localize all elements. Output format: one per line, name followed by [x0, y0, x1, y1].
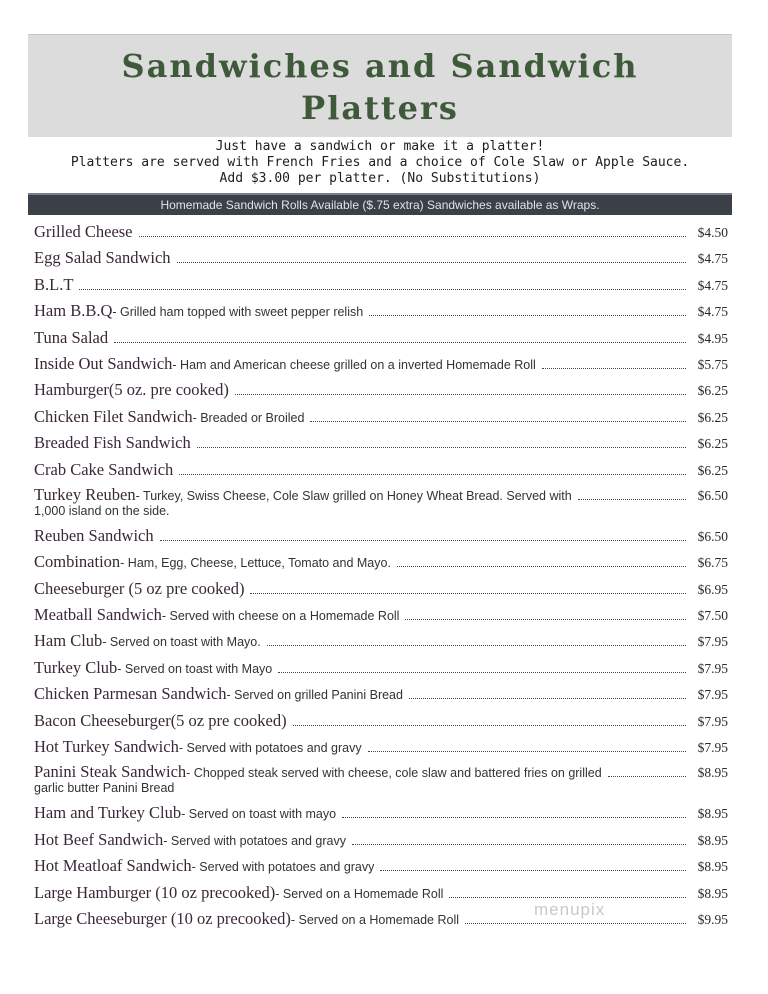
menu-item — [34, 433, 728, 459]
menu-item-text — [34, 222, 690, 242]
menu-item — [34, 486, 728, 526]
menu-item-description: - Breaded or Broiled — [192, 410, 305, 425]
dot-leader — [278, 672, 686, 673]
menu-item — [34, 526, 728, 552]
info-banner: Homemade Sandwich Rolls Available ($.75 extra) Sandwiches available as Wraps. — [28, 195, 732, 215]
menu-item-name: Ham Club — [34, 631, 103, 651]
dot-leader — [542, 368, 686, 369]
menu-item-name: Cheeseburger (5 oz pre cooked) — [34, 578, 245, 598]
dot-leader — [449, 897, 686, 898]
menu-item-price: $6.25 — [697, 409, 728, 425]
menu-item-name: Turkey Reuben — [34, 484, 136, 504]
menu-item-price: $4.50 — [697, 225, 728, 240]
menu-item-text — [34, 579, 690, 599]
dot-leader — [160, 540, 686, 541]
menu-item-text — [34, 248, 690, 268]
menu-item-price: $7.95 — [697, 687, 728, 703]
menu-item-text — [34, 605, 690, 625]
intro-line3: Add $3.00 per platter. (No Substitutions) — [219, 171, 541, 186]
menu-item-name: Combination — [34, 552, 121, 572]
menu-item-text — [34, 328, 690, 348]
menu-item-name: Tuna Salad — [34, 327, 109, 347]
menu-item-name: Ham and Turkey Club — [34, 803, 182, 823]
menu-item-price: $4.75 — [697, 277, 728, 293]
menu-item-name: Ham B.B.Q — [34, 301, 113, 321]
dot-leader — [368, 751, 686, 752]
dot-leader — [352, 844, 686, 845]
dot-leader — [310, 421, 686, 422]
menu-item-description: - Turkey, Swiss Cheese, Cole Slaw grilled on Honey Wheat Bread. Served with — [135, 488, 572, 503]
menu-item-name: Meatball Sandwich — [34, 605, 162, 625]
dot-leader — [79, 289, 686, 290]
dot-leader — [293, 725, 686, 726]
menu-item-text — [34, 711, 690, 731]
menu-item-text — [34, 762, 690, 796]
menu-item — [34, 354, 728, 380]
dot-leader — [267, 645, 686, 646]
dot-leader — [608, 776, 686, 777]
menu-item-price: $7.95 — [697, 634, 728, 650]
menu-item — [34, 605, 728, 631]
menu-item-name: Panini Steak Sandwich — [34, 762, 187, 782]
menu-item-name: Inside Out Sandwich — [34, 353, 173, 373]
menu-item-text — [34, 407, 690, 427]
menu-item-description: - Served on toast with Mayo. — [102, 635, 261, 650]
menu-item — [34, 275, 728, 301]
menu-item-name: Bacon Cheeseburger(5 oz pre cooked) — [34, 710, 287, 730]
menu-item-name: Hot Beef Sandwich — [34, 829, 164, 849]
dot-leader — [114, 342, 686, 343]
menu-item-name: Hot Meatloaf Sandwich — [34, 856, 192, 876]
menu-item-price: $9.95 — [697, 911, 728, 927]
menu-item-name: Chicken Filet Sandwich — [34, 406, 193, 426]
menu-item-price: $8.95 — [697, 806, 728, 822]
dot-leader — [409, 698, 686, 699]
menu-item-text — [34, 354, 690, 374]
menu-item-price: $6.50 — [697, 487, 728, 503]
menu-item-description: - Served on a Homemade Roll — [290, 912, 460, 927]
menu-item-price: $8.95 — [697, 859, 728, 875]
menu-item-name: Turkey Club — [34, 657, 118, 677]
menu-item-text — [34, 484, 690, 518]
menu-item-name: Breaded Fish Sandwich — [34, 433, 191, 453]
menu-item-text — [34, 526, 690, 546]
menu-item — [34, 658, 728, 684]
menu-item-description-continued: garlic butter Panini Bread — [34, 781, 175, 796]
watermark: menupix — [534, 900, 606, 919]
menu-item-price: $7.95 — [697, 740, 728, 756]
menu-item-description: - Ham and American cheese grilled on a inverted Homemade Roll — [172, 357, 536, 372]
menu-item-name: Reuben Sandwich — [34, 525, 154, 545]
menu-item — [34, 711, 728, 737]
menu-item — [34, 684, 728, 710]
menu-item-text — [34, 684, 690, 704]
intro-line2: Platters are served with French Fries and a choice of Cole Slaw or Apple Sauce. — [70, 155, 690, 170]
menu-item-description: - Served with potatoes and gravy — [163, 833, 346, 848]
menu-item-price: $6.25 — [697, 462, 728, 478]
menu-item — [34, 631, 728, 657]
dot-leader — [197, 447, 686, 448]
dot-leader — [250, 593, 686, 594]
menu-item — [34, 222, 728, 248]
menu-item — [34, 883, 728, 909]
menu-item-name: Crab Cake Sandwich — [34, 459, 174, 479]
menu-item-description: - Served on toast with mayo — [181, 807, 337, 822]
menu-item-description: - Served on grilled Panini Bread — [226, 688, 403, 703]
menu-item-price: $7.95 — [697, 660, 728, 676]
dot-leader — [369, 315, 686, 316]
menu-item-name: B.L.T — [34, 274, 74, 294]
menu-item-text — [34, 433, 690, 453]
menu-item — [34, 830, 728, 856]
menu-item-price: $8.95 — [697, 765, 728, 781]
menu-item-price: $5.75 — [697, 356, 728, 372]
menu-item-name: Large Cheeseburger (10 oz precooked) — [34, 908, 291, 928]
dot-leader — [177, 262, 686, 263]
dot-leader — [139, 236, 686, 237]
menu-item — [34, 328, 728, 354]
dot-leader — [405, 619, 686, 620]
dot-leader — [235, 394, 686, 395]
menu-item-price: $6.25 — [697, 436, 728, 452]
intro-line1: Just have a sandwich or make it a platter! — [215, 139, 545, 154]
menu-item-description: - Ham, Egg, Cheese, Lettuce, Tomato and Mayo. — [120, 556, 391, 571]
menu-item-name: Grilled Cheese — [34, 222, 133, 241]
menu-item — [34, 856, 728, 882]
menu-item-price: $7.95 — [697, 713, 728, 729]
menu-item-text — [34, 737, 690, 757]
menu-item — [34, 579, 728, 605]
menu-item-price: $6.25 — [697, 383, 728, 399]
menu-list — [34, 222, 728, 935]
menu-item-description: - Served with potatoes and gravy — [191, 860, 375, 875]
menu-item-text — [34, 552, 690, 572]
menu-item-description: - Served on a Homemade Roll — [275, 886, 444, 901]
menu-item — [34, 552, 728, 578]
menu-item-name: Chicken Parmesan Sandwich — [34, 684, 227, 704]
title-banner — [28, 34, 732, 137]
menu-item — [34, 460, 728, 486]
menu-item-description-continued: 1,000 island on the side. — [34, 503, 170, 518]
menu-item-description: - Served on toast with Mayo — [117, 661, 273, 676]
menu-item-price: $4.75 — [697, 251, 728, 267]
menu-item-price: $7.50 — [697, 608, 728, 624]
menu-item-price: $8.95 — [697, 885, 728, 901]
menu-item-description: - Served with potatoes and gravy — [178, 741, 362, 756]
page-title-line2: Platters — [301, 89, 459, 127]
menu-item-price: $6.75 — [697, 555, 728, 571]
dot-leader — [342, 817, 686, 818]
menu-item-text — [34, 631, 690, 651]
page-title-line1: Sandwiches and Sandwich — [121, 47, 639, 85]
menu-item-name: Large Hamburger (10 oz precooked) — [34, 882, 276, 902]
menu-item-text — [34, 658, 690, 678]
menu-item-description: - Served with cheese on a Homemade Roll — [161, 609, 400, 624]
dot-leader — [179, 474, 686, 475]
menu-item-text — [34, 301, 690, 321]
menu-item-text — [34, 460, 690, 480]
menu-item-text — [34, 830, 690, 850]
dot-leader — [465, 923, 686, 924]
menu-item-price: $4.95 — [697, 330, 728, 346]
menu-item — [34, 763, 728, 803]
menu-item — [34, 248, 728, 274]
dot-leader — [397, 566, 686, 567]
dot-leader — [578, 499, 686, 500]
menu-item-text — [34, 856, 690, 876]
menu-item — [34, 301, 728, 327]
menu-item-name: Egg Salad Sandwich — [34, 248, 171, 268]
dot-leader — [380, 870, 686, 871]
menu-item-description: - Grilled ham topped with sweet pepper relish — [112, 305, 364, 320]
menu-item — [34, 803, 728, 829]
menu-item-text — [34, 803, 690, 823]
menu-item-description: - Chopped steak served with cheese, cole slaw and battered fries on grilled — [186, 766, 602, 781]
menu-item-price: $4.75 — [697, 304, 728, 320]
menu-item — [34, 737, 728, 763]
menu-item — [34, 407, 728, 433]
menu-item-name: Hamburger(5 oz. pre cooked) — [34, 380, 229, 400]
menu-item — [34, 380, 728, 406]
menu-item — [34, 909, 728, 935]
menu-item-text — [34, 380, 690, 400]
menu-item-price: $6.50 — [697, 528, 728, 544]
menu-item-price: $6.95 — [697, 581, 728, 597]
intro-text — [28, 139, 732, 187]
menu-item-price: $8.95 — [697, 832, 728, 848]
menu-item-text — [34, 275, 690, 295]
menu-item-name: Hot Turkey Sandwich — [34, 737, 179, 757]
